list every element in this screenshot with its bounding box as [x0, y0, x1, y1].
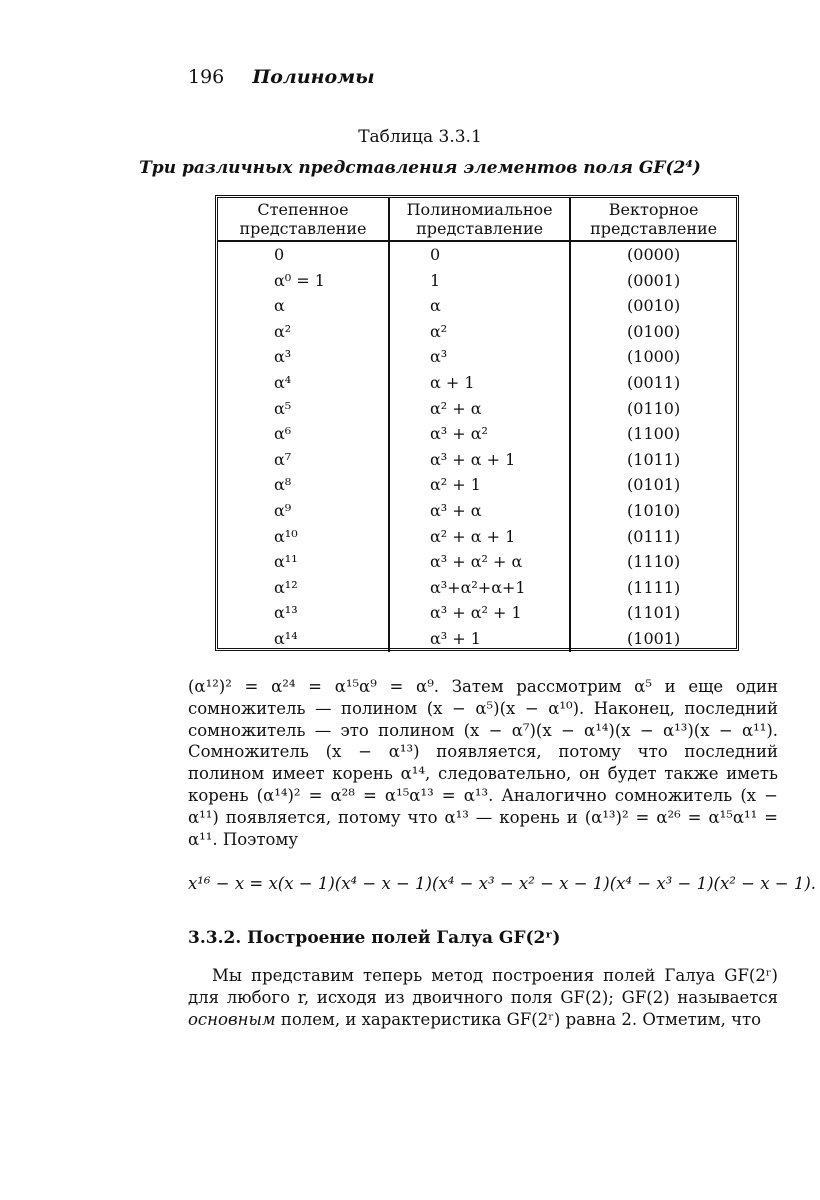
paragraph-2 — [188, 965, 778, 1030]
power-cell: α⁹ — [218, 498, 389, 524]
running-head — [188, 66, 375, 88]
table-grid — [218, 198, 736, 652]
power-cell: α⁰ = 1 — [218, 268, 389, 294]
vector-cell: (1100) — [627, 424, 681, 444]
table-row — [218, 626, 736, 652]
vector-cell: (0010) — [627, 296, 681, 316]
factorization-formula: x¹⁶ − x = x(x − 1)(x⁴ − x − 1)(x⁴ − x³ − x² − x − 1)(x⁴ − x³ − 1)(x² − x − 1). — [188, 874, 817, 893]
polynomial-cell: α² + 1 — [389, 472, 570, 498]
vector-cell: (0011) — [627, 372, 681, 392]
paragraph-2-part1: Мы представим теперь метод построения полей Галуа GF(2ʳ) для любого r, исходя из двоичного поля GF(2); GF(2) называется — [188, 966, 778, 1007]
polynomial-cell: 0 — [389, 241, 570, 268]
table-row — [218, 241, 736, 268]
polynomial-cell: α — [389, 293, 570, 319]
power-cell: α¹⁴ — [218, 626, 389, 652]
table-row — [218, 319, 736, 345]
header-vector-line1: Векторное — [608, 200, 699, 219]
polynomial-cell: α³ + 1 — [389, 626, 570, 652]
polynomial-cell: α³ + α² — [389, 421, 570, 447]
paragraph-1: (α¹²)² = α²⁴ = α¹⁵α⁹ = α⁹. Затем рассмотрим α⁵ и еще один сомножитель — полином (x − α⁵)(x − α¹⁰). Наконец, последний сомножитель — это полином (x − α⁷)(x − α¹⁴)(x − α¹³)(x − α¹¹). Сомножитель (x − α¹³) появляется, потому что последний полином имеет корень α¹⁴, следовательно, он будет также иметь корень (α¹⁴)² = α²⁸ = α¹⁵α¹³ = α¹³. Аналогично сомножитель (x − α¹¹) появляется, потому что α¹³ — корень и (α¹³)² = α²⁶ = α¹⁵α¹¹ = α¹¹. Поэтому — [188, 677, 778, 849]
vector-cell: (0101) — [627, 475, 681, 495]
polynomial-cell: α³ + α + 1 — [389, 447, 570, 473]
vector-cell: (1111) — [627, 577, 681, 597]
polynomial-cell: α³ + α — [389, 498, 570, 524]
running-head-title: Полиномы — [252, 66, 375, 88]
header-polynomial-line2: представление — [416, 219, 544, 238]
header-vector — [570, 198, 736, 241]
vector-cell: (0000) — [627, 245, 681, 264]
polynomial-cell: α + 1 — [389, 370, 570, 396]
header-power-line2: представление — [239, 219, 367, 238]
vector-cell: (0001) — [627, 270, 681, 290]
vector-cell: (1001) — [627, 628, 681, 648]
vector-cell: (1110) — [627, 552, 681, 572]
table-row — [218, 447, 736, 473]
power-cell: α¹¹ — [218, 549, 389, 575]
table-body — [218, 241, 736, 652]
polynomial-cell: α³ — [389, 344, 570, 370]
table-row — [218, 498, 736, 524]
power-cell: α¹² — [218, 575, 389, 601]
polynomial-cell: 1 — [389, 268, 570, 294]
power-cell: α¹³ — [218, 600, 389, 626]
table-row — [218, 370, 736, 396]
polynomial-cell: α² + α + 1 — [389, 524, 570, 550]
table-header-row — [218, 198, 736, 241]
table-caption: Три различных представления элементов поля GF(2⁴) — [139, 158, 701, 178]
polynomial-cell: α² + α — [389, 396, 570, 422]
table-row — [218, 472, 736, 498]
vector-cell: (0100) — [627, 321, 681, 341]
page-number: 196 — [188, 66, 225, 88]
field-elements-table — [215, 195, 739, 651]
table-row — [218, 396, 736, 422]
polynomial-cell: α³ + α² + 1 — [389, 600, 570, 626]
paragraph-2-part2: полем, и характеристика GF(2ʳ) равна 2. Отметим, что — [275, 1009, 762, 1029]
table-row — [218, 268, 736, 294]
section-heading: 3.3.2. Построение полей Галуа GF(2ʳ) — [188, 928, 561, 948]
table-number: Таблица 3.3.1 — [358, 127, 482, 147]
header-power — [218, 198, 389, 241]
power-cell: α⁶ — [218, 421, 389, 447]
vector-cell: (1000) — [627, 347, 681, 367]
power-cell: α — [218, 293, 389, 319]
power-cell: α⁵ — [218, 396, 389, 422]
power-cell: α² — [218, 319, 389, 345]
table-row — [218, 600, 736, 626]
table-row — [218, 421, 736, 447]
polynomial-cell: α³ + α² + α — [389, 549, 570, 575]
power-cell: α¹⁰ — [218, 524, 389, 550]
paragraph-2-emphasis: основным — [188, 1009, 276, 1029]
power-cell: α⁴ — [218, 370, 389, 396]
polynomial-cell: α³+α²+α+1 — [389, 575, 570, 601]
power-cell: α³ — [218, 344, 389, 370]
table-row — [218, 524, 736, 550]
vector-cell: (0110) — [627, 398, 681, 418]
vector-cell: (1101) — [627, 603, 681, 623]
vector-cell: (0111) — [627, 526, 681, 546]
polynomial-cell: α² — [389, 319, 570, 345]
vector-cell: (1010) — [627, 500, 681, 520]
power-cell: α⁷ — [218, 447, 389, 473]
vector-cell: (1011) — [627, 449, 681, 469]
header-polynomial-line1: Полиномиальное — [406, 200, 553, 219]
power-cell: 0 — [218, 241, 389, 268]
power-cell: α⁸ — [218, 472, 389, 498]
table-row — [218, 344, 736, 370]
header-vector-line2: представление — [590, 219, 718, 238]
header-polynomial — [389, 198, 570, 241]
table-row — [218, 575, 736, 601]
table-row — [218, 293, 736, 319]
table-row — [218, 549, 736, 575]
header-power-line1: Степенное — [257, 200, 349, 219]
